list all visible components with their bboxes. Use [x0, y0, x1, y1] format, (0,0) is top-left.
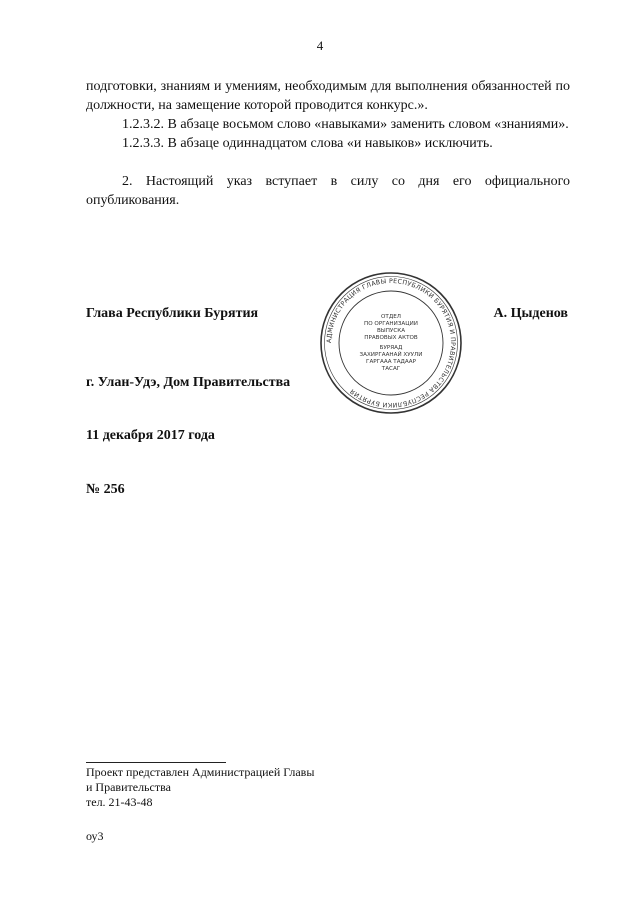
paragraph-1-2-3-3: 1.2.3.3. В абзаце одиннадцатом слова «и навыков» исключить.	[122, 136, 493, 151]
paragraph-continuation: подготовки, знаниям и умениям, необходимым для выполнения обязанностей по должности, на замещение которой проводится конкурс.».	[86, 79, 570, 113]
seal-ring-text: АДМИНИСТРАЦИЯ ГЛАВЫ РЕСПУБЛИКИ БУРЯТИЯ И ПРАВИТЕЛЬСТВА РЕСПУБЛИКИ БУРЯТИЯ	[325, 277, 457, 409]
paragraph-2: 2. Настоящий указ вступает в силу со дня его официального опубликования.	[86, 174, 570, 208]
seal-line: БУРЯАД	[379, 345, 403, 351]
decree-number: № 256	[86, 482, 125, 497]
footnote-line: и Правительства	[86, 780, 171, 794]
seal-line: ЗАХИРГААНАЙ ХУУЛИ	[359, 352, 423, 358]
document-body	[86, 77, 570, 210]
svg-text:АДМИНИСТРАЦИЯ ГЛАВЫ РЕСПУБЛИКИ	[326, 278, 456, 408]
seal-line: ПРАВОВЫХ АКТОВ	[364, 335, 418, 341]
place-of-signing: г. Улан-Удэ, Дом Правительства	[86, 375, 291, 390]
footnote-divider	[86, 762, 226, 763]
signatory-title: Глава Республики Бурятия	[86, 306, 259, 321]
seal-line: ВЫПУСКА	[376, 328, 406, 334]
footnote-line: Проект представлен Администрацией Главы	[86, 765, 315, 779]
seal-line: ТАСАГ	[381, 366, 401, 372]
page-number: 4	[316, 38, 324, 53]
signing-date: 11 декабря 2017 года	[86, 428, 215, 443]
seal-line: ГАРГААА ТАДААР	[366, 359, 416, 365]
seal-line: ПО ОРГАНИЗАЦИИ	[364, 321, 418, 327]
footnote-phone: тел. 21-43-48	[86, 795, 153, 809]
footnote	[86, 765, 314, 810]
seal-line: ОТДЕЛ	[381, 314, 401, 320]
paragraph-1-2-3-2: 1.2.3.2. В абзаце восьмом слово «навыками» заменить словом «знаниями».	[122, 117, 569, 132]
document-code: оу3	[86, 829, 104, 843]
official-seal-icon	[319, 271, 463, 415]
signatory-name: А. Цыденов	[493, 306, 568, 321]
